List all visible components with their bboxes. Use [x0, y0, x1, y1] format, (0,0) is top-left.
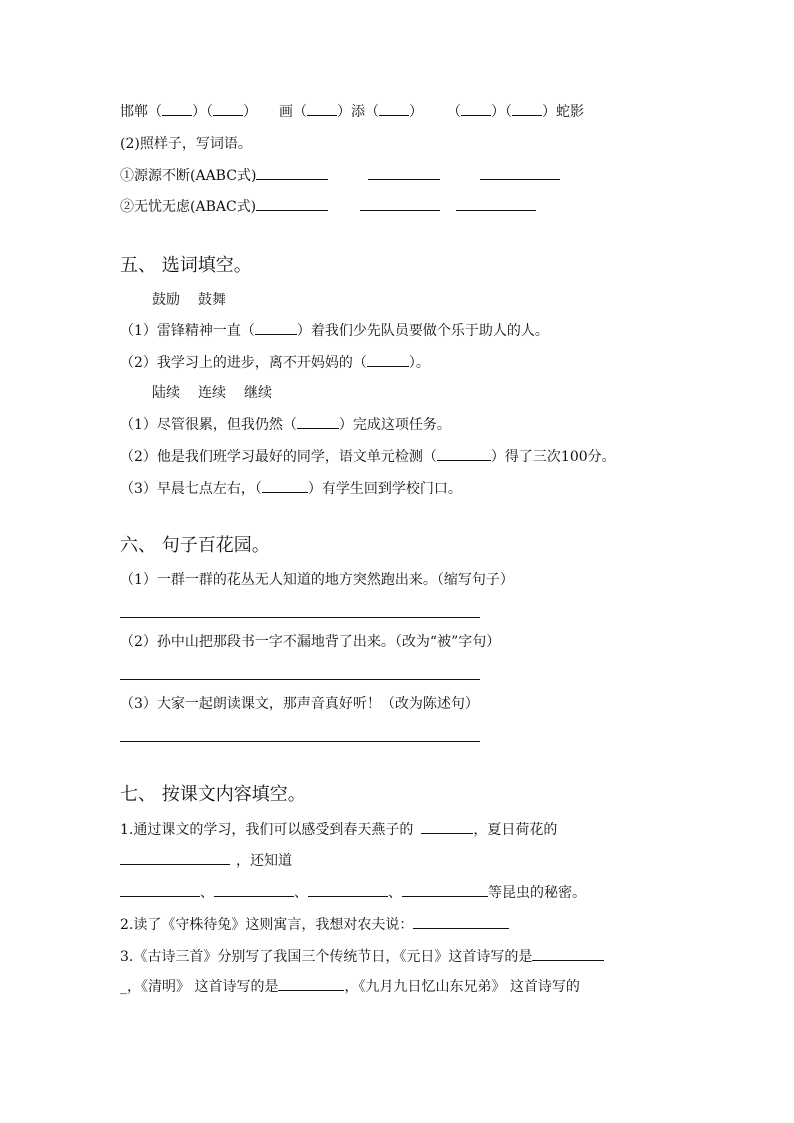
blank[interactable]: [402, 882, 488, 897]
blank[interactable]: [256, 196, 328, 211]
answer-line[interactable]: [120, 679, 480, 680]
blank[interactable]: [307, 101, 337, 116]
question-6-1: （1）一群一群的花丛无人知道的地方突然跑出来。（缩写句子）: [120, 572, 514, 588]
blank[interactable]: [214, 882, 294, 897]
answer-line[interactable]: [120, 741, 480, 742]
answer-line[interactable]: [120, 617, 480, 618]
example-row-2: ②无忧无虑(ABAC式): [120, 196, 536, 217]
blank[interactable]: [256, 165, 328, 180]
section-7-title: 七、 按课文内容填空。: [120, 784, 306, 805]
blank[interactable]: [255, 320, 297, 335]
section-6-title: 六、 句子百花园。: [120, 535, 270, 556]
blank[interactable]: [162, 101, 192, 116]
idiom-row: 邯郸（ ）（ ） 画（ ）添（ ） （ ）（ ）蛇影: [120, 101, 584, 122]
question-5-2: （2）我学习上的进步，离不开妈妈的（ ）。: [120, 352, 430, 373]
question-5-1: （1）雷锋精神一直（ ）着我们少先队员要做个乐于助人的人。: [120, 320, 549, 341]
blank[interactable]: [512, 101, 542, 116]
blank[interactable]: [278, 976, 344, 991]
question-7-1a: 1.通过课文的学习，我们可以感受到春天燕子的 ，夏日荷花的: [120, 819, 557, 840]
blank[interactable]: [120, 882, 200, 897]
question-7-1c: 、 、 、 等昆虫的秘密。: [120, 882, 586, 903]
question-7-2: 2.读了《守株待兔》这则寓言，我想对农夫说：: [120, 914, 509, 935]
question-5-4: （2）他是我们班学习最好的同学，语文单元检测（ ）得了三次100分。: [120, 446, 616, 467]
question-6-3: （3）大家一起朗读课文，那声音真好听！（改为陈述句）: [120, 696, 479, 712]
blank[interactable]: [480, 165, 560, 180]
blank[interactable]: [437, 446, 491, 461]
blank[interactable]: [367, 352, 409, 367]
blank[interactable]: [262, 478, 308, 493]
word-options-1: 鼓励 鼓舞: [152, 292, 226, 308]
blank[interactable]: [368, 165, 440, 180]
blank[interactable]: [421, 819, 473, 834]
blank[interactable]: [456, 196, 536, 211]
blank[interactable]: [213, 101, 243, 116]
blank[interactable]: [297, 414, 339, 429]
sub-question-2: (2)照样子，写词语。: [120, 136, 252, 152]
blank[interactable]: [532, 946, 604, 961]
question-5-5: （3）早晨七点左右，（ ）有学生回到学校门口。: [120, 478, 462, 499]
section-5-title: 五、 选词填空。: [120, 255, 252, 276]
blank[interactable]: [360, 196, 440, 211]
word-options-2: 陆续 连续 继续: [152, 385, 272, 401]
question-6-2: （2）孙中山把那段书一字不漏地背了出来。（改为“被”字句）: [120, 634, 501, 650]
blank[interactable]: [461, 101, 491, 116]
blank[interactable]: [379, 101, 409, 116]
example-row-1: ①源源不断(AABC式): [120, 165, 560, 186]
question-7-1b: ，还知道: [120, 850, 292, 871]
question-7-3b: _，《清明》 这首诗写的是 ，《九月九日忆山东兄弟》 这首诗写的: [120, 976, 580, 997]
blank[interactable]: [413, 914, 509, 929]
question-7-3a: 3.《古诗三首》分别写了我国三个传统节日，《元日》这首诗写的是: [120, 946, 604, 967]
blank[interactable]: [308, 882, 388, 897]
question-5-3: （1）尽管很累，但我仍然（ ）完成这项任务。: [120, 414, 451, 435]
blank[interactable]: [120, 850, 230, 865]
